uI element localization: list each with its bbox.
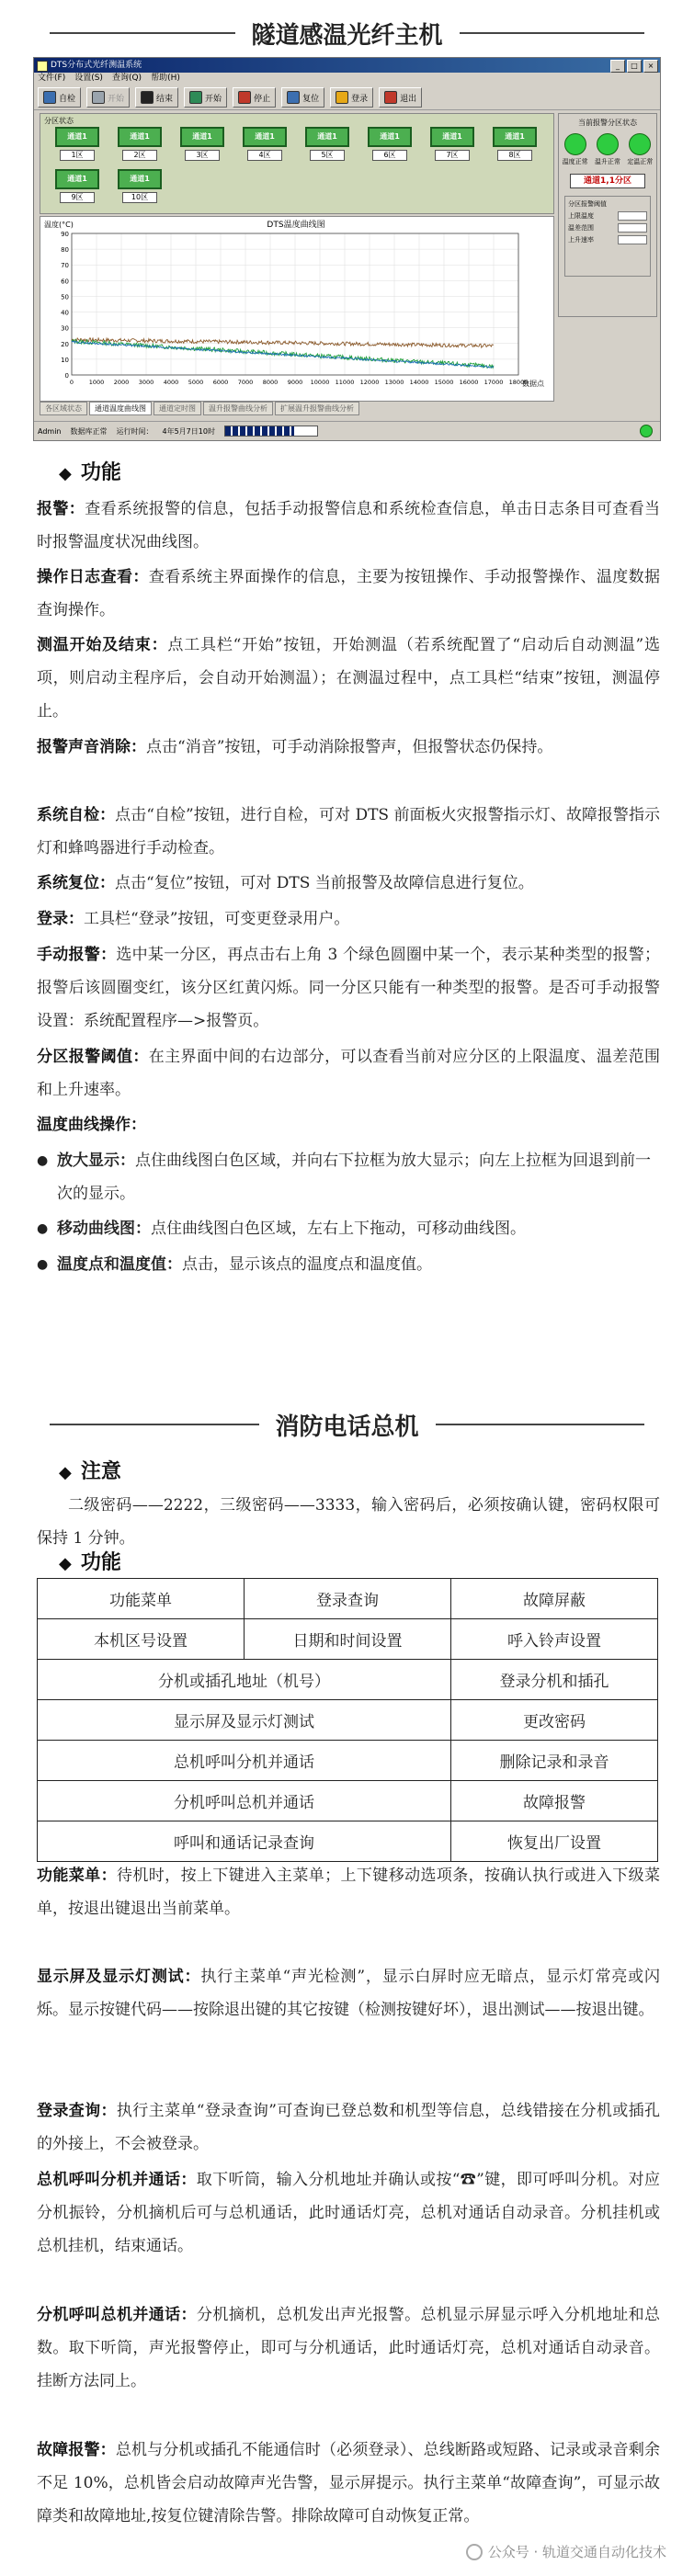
temperature-chart-svg[interactable]	[40, 217, 552, 399]
x-tick-label: 7000	[237, 379, 254, 386]
toolbar-button-5[interactable]	[281, 87, 324, 108]
zone-5[interactable]	[300, 127, 355, 167]
section-title-fire-phone	[33, 1406, 661, 1443]
dts-paragraph-6	[37, 902, 660, 936]
x-tick-label: 13000	[384, 379, 404, 386]
zone-value: 6区	[372, 150, 407, 161]
term-label: 故障报警：	[37, 2441, 116, 2459]
term-description: 点住曲线图白色区域，并向右下拉框为放大显示；向左上拉框为回退到前一次的显示。	[57, 1152, 651, 1203]
x-tick-label: 12000	[359, 379, 380, 386]
zone-button[interactable]: 通道1	[118, 169, 162, 189]
phone-paragraph-4	[37, 2298, 660, 2398]
term-label: 登录：	[37, 910, 84, 928]
term-label: 放大显示：	[57, 1152, 135, 1170]
threshold-label: 上限温度	[568, 212, 594, 220]
toolbar-icon	[238, 91, 251, 104]
dts-bullet-1	[37, 1212, 660, 1245]
x-tick-label: 0	[69, 379, 74, 386]
dts-paragraph-1	[37, 561, 660, 627]
zone-8[interactable]	[487, 127, 542, 167]
y-tick-label: 90	[61, 231, 69, 238]
function-table	[37, 1578, 658, 1862]
toolbar-button-label: 开始	[205, 94, 222, 104]
threshold-value-field	[618, 211, 647, 221]
title-rule-right	[460, 32, 645, 34]
x-tick-label: 3000	[138, 379, 154, 386]
menu-item-0[interactable]: 文件(F)	[38, 74, 66, 83]
table-row	[38, 1579, 658, 1619]
zone-1[interactable]	[50, 127, 105, 167]
zone-button[interactable]: 通道1	[118, 127, 162, 147]
phone-paragraph-5	[37, 2434, 660, 2533]
title-rule-right	[436, 1424, 645, 1425]
term-description: 点击，显示该点的温度点和温度值。	[182, 1255, 432, 1274]
menu-item-3[interactable]: 帮助(H)	[151, 74, 180, 83]
alarm-light-labels	[559, 157, 656, 166]
term-label: 显示屏及显示灯测试：	[37, 1968, 201, 1986]
watermark	[466, 2542, 666, 2561]
window-controls	[610, 60, 658, 73]
table-row	[38, 1781, 658, 1821]
phone-paragraph-1	[37, 1960, 660, 2026]
zone-panel-label: 分区状态	[44, 117, 74, 125]
x-tick-label: 11000	[335, 379, 355, 386]
dts-paragraph-8	[37, 1040, 660, 1106]
dts-paragraph-5	[37, 867, 660, 900]
table-cell: 故障屏蔽	[451, 1579, 658, 1619]
toolbar-icon	[384, 91, 397, 104]
term-label: 报警声音消除：	[37, 738, 146, 756]
toolbar-button-label: 登录	[351, 94, 369, 104]
status-progress-fill	[225, 426, 294, 436]
alarm-light-label-0: 温度正常	[562, 158, 588, 165]
table-cell: 本机区号设置	[38, 1619, 245, 1660]
term-description: 点击“自检”按钮，进行自检，可对 DTS 前面板火灾报警指示灯、故障报警指示灯和蜂鸣器进行手动检查。	[37, 806, 660, 857]
toolbar-button-3[interactable]	[184, 87, 227, 108]
zone-2[interactable]	[112, 127, 167, 167]
toolbar-button-2[interactable]	[135, 87, 178, 108]
x-tick-label: 14000	[409, 379, 429, 386]
dts-paragraph-9	[37, 1108, 660, 1141]
term-description: 查看系统主界面操作的信息，主要为按钮操作、手动报警操作、温度数据查询操作。	[37, 568, 661, 619]
phone-paragraph-3	[37, 2163, 660, 2263]
zone-4[interactable]	[237, 127, 292, 167]
x-tick-label: 2000	[113, 379, 130, 386]
toolbar-icon	[92, 91, 105, 104]
table-cell: 总机呼叫分机并通话	[38, 1741, 451, 1781]
function-heading-phone: ◆ 功能	[59, 1551, 121, 1574]
x-tick-label: 6000	[212, 379, 229, 386]
threshold-label: 上升速率	[568, 236, 594, 244]
diamond-bullet-icon: ◆	[59, 1463, 72, 1482]
table-cell: 功能菜单	[38, 1579, 245, 1619]
term-description: 分机摘机，总机发出声光报警。总机显示屏显示呼入分机地址和总数。取下听筒，声光报警停止，即可与分机通话，此时通话灯亮，总机对通话自动录音。挂断方法同上。	[37, 2306, 661, 2390]
zone-9[interactable]	[50, 169, 105, 210]
term-description: 点击“复位”按钮，可对 DTS 当前报警及故障信息进行复位。	[115, 874, 534, 892]
table-cell: 显示屏及显示灯测试	[38, 1700, 451, 1741]
x-tick-label: 4000	[163, 379, 179, 386]
status-db: 数据库正常	[70, 426, 108, 436]
threshold-label: 温差范围	[568, 224, 594, 232]
y-tick-label: 60	[61, 278, 69, 286]
diamond-bullet-icon: ◆	[59, 1554, 72, 1573]
x-tick-label: 17000	[484, 379, 504, 386]
threshold-row-2	[568, 235, 647, 244]
table-row	[38, 1619, 658, 1660]
toolbar-button-label: 开始	[108, 94, 125, 104]
toolbar-icon	[189, 91, 202, 104]
zone-button[interactable]: 通道1	[430, 127, 474, 147]
toolbar-button-4[interactable]	[233, 87, 276, 108]
zone-panel	[40, 113, 554, 214]
window-titlebar	[34, 58, 660, 73]
term-label: 移动曲线图：	[57, 1220, 151, 1238]
toolbar-icon	[141, 91, 154, 104]
zone-value: 4区	[247, 150, 282, 161]
zone-value: 10区	[122, 192, 157, 203]
toolbar-icon	[287, 91, 300, 104]
term-label: 功能菜单：	[37, 1867, 117, 1885]
zone-value: 5区	[310, 150, 345, 161]
toolbar-button-label: 自检	[59, 94, 76, 104]
tab-0[interactable]: 各区域状态	[40, 402, 87, 415]
threshold-value-field	[618, 235, 647, 244]
x-tick-label: 15000	[434, 379, 454, 386]
y-tick-label: 70	[61, 262, 69, 270]
term-label: 报警：	[37, 500, 85, 518]
current-zone-status: 通道1,1分区	[570, 174, 645, 188]
table-cell: 日期和时间设置	[245, 1619, 451, 1660]
term-label: 温度曲线操作：	[37, 1116, 146, 1134]
chart-ylabel: 温度(°C)	[44, 221, 74, 229]
y-tick-label: 50	[61, 293, 69, 301]
dts-paragraph-0	[37, 493, 660, 559]
term-description: 取下听筒，输入分机地址并确认或按“☎”键，即可呼叫分机。对应分机振铃，分机摘机后可与总机通话，此时通话灯亮，总机对通话自动录音。分机挂机或总机挂机，结束通话。	[37, 2171, 660, 2255]
menu-item-2[interactable]: 查询(Q)	[111, 74, 142, 83]
threshold-value-field	[618, 223, 647, 233]
diff-alarm-light-icon[interactable]	[629, 133, 651, 155]
zone-value: 3区	[185, 150, 220, 161]
term-label: 手动报警：	[37, 946, 117, 964]
table-cell: 登录分机和插孔	[451, 1660, 658, 1700]
window-title: DTS分布式光纤测温系统	[51, 61, 142, 70]
zone-value: 8区	[497, 150, 532, 161]
x-tick-label: 5000	[188, 379, 204, 386]
minimize-button[interactable]: _	[610, 60, 625, 73]
term-description: 选中某一分区，再点击右上角 3 个绿色圆圈中某一个，表示某种类型的报警；报警后该圆圈变红，该分区红黄闪烁。同一分区只能有一种类型的报警。是否可手动报警设置：系统配置程序—>报警页。	[37, 946, 661, 1030]
term-description: 点住曲线图白色区域，左右上下拖动，可移动曲线图。	[151, 1220, 526, 1238]
zone-value: 7区	[435, 150, 470, 161]
close-button[interactable]: ×	[643, 60, 658, 73]
x-tick-label: 1000	[88, 379, 105, 386]
phone-paragraph-0	[37, 1859, 660, 1925]
table-cell: 更改密码	[451, 1700, 658, 1741]
zone-button[interactable]: 通道1	[243, 127, 287, 147]
threshold-row-0	[568, 211, 647, 221]
x-tick-label: 9000	[287, 379, 303, 386]
term-label: 系统自检：	[37, 806, 116, 824]
tab-3[interactable]: 温升报警曲线分析	[203, 402, 273, 415]
toolbar-button-0[interactable]	[38, 87, 81, 108]
table-cell: 分机呼叫总机并通话	[38, 1781, 451, 1821]
zone-3[interactable]	[175, 127, 230, 167]
alarm-panel-title: 当前报警分区状态	[578, 119, 637, 127]
status-progress-bar	[224, 426, 318, 437]
x-tick-label: 8000	[262, 379, 279, 386]
chart-tabs	[40, 402, 359, 415]
section-title-text: 隧道感温光纤主机	[251, 21, 443, 50]
dts-software-screenshot	[33, 57, 661, 441]
temp-alarm-light-icon[interactable]	[564, 133, 586, 155]
term-label: 总机呼叫分机并通话：	[37, 2171, 197, 2189]
toolbar-button-6[interactable]	[330, 87, 373, 108]
y-tick-label: 20	[61, 340, 69, 348]
toolbar	[34, 85, 660, 110]
term-description: 在主界面中间的右边部分，可以查看当前对应分区的上限温度、温差范围和上升速率。	[37, 1048, 661, 1099]
zone-button[interactable]: 通道1	[305, 127, 349, 147]
status-time: 4年5月7日10时	[162, 426, 215, 436]
table-cell: 呼叫和通话记录查询	[38, 1821, 451, 1862]
term-label: 测温开始及结束：	[37, 636, 168, 654]
term-label: 操作日志查看：	[37, 568, 149, 586]
maximize-button[interactable]: □	[627, 60, 642, 73]
y-tick-label: 10	[61, 356, 69, 364]
x-tick-label: 18000	[508, 379, 529, 386]
threshold-info-title: 分区报警阈值	[568, 200, 607, 208]
status-led-icon	[640, 425, 653, 437]
threshold-info-box	[564, 196, 651, 277]
term-description: 待机时，按上下键进入主菜单；上下键移动选项条，按确认执行或进入下级菜单，按退出键退出当前菜单。	[37, 1867, 661, 1918]
title-rule-left	[50, 32, 235, 34]
menu-item-1[interactable]: 设置(S)	[74, 74, 103, 83]
zone-button[interactable]: 通道1	[368, 127, 412, 147]
status-bar	[34, 421, 660, 440]
menu-bar	[34, 73, 660, 85]
term-label: 分区报警阈值：	[37, 1048, 149, 1066]
zone-6[interactable]	[362, 127, 417, 167]
dts-bullet-2	[37, 1248, 660, 1281]
temperature-chart[interactable]	[40, 216, 554, 402]
title-rule-left	[50, 1424, 259, 1425]
section-title-dts	[33, 15, 661, 51]
term-description: 点击“消音”按钮，可手动消除报警声，但报警状态仍保持。	[146, 738, 553, 756]
table-cell: 分机或插孔地址（机号）	[38, 1660, 451, 1700]
term-description: 工具栏“登录”按钮，可变更登录用户。	[84, 910, 350, 928]
toolbar-icon	[336, 91, 348, 104]
toolbar-button-label: 退出	[400, 94, 417, 104]
dts-paragraph-2	[37, 629, 660, 728]
term-description: 点工具栏“开始”按钮，开始测温（若系统配置了“启动后自动测温”选项，则启动主程序后，会自动开始测温）；在测温过程中，点工具栏“结束”按钮，测温停止。	[37, 636, 661, 721]
toolbar-button-label: 复位	[302, 94, 320, 104]
table-row	[38, 1700, 658, 1741]
status-user: Admin	[38, 426, 62, 436]
x-tick-label: 10000	[310, 379, 330, 386]
zone-value: 2区	[122, 150, 157, 161]
toolbar-button-1[interactable]	[86, 87, 130, 108]
diamond-bullet-icon: ◆	[59, 464, 72, 483]
alarm-light-label-2: 定温正常	[627, 158, 654, 165]
term-description: 执行主菜单“声光检测”，显示白屏时应无暗点，显示灯常亮或闪烁。显示按键代码——按除退出键的其它按键（检测按键好坏），退出测试——按退出键。	[37, 1968, 660, 2019]
zone-value: 9区	[60, 192, 95, 203]
tab-1[interactable]: 通道温度曲线图	[89, 402, 152, 415]
zone-button[interactable]: 通道1	[493, 127, 537, 147]
zone-button[interactable]: 通道1	[55, 169, 99, 189]
term-description: 执行主菜单“登录查询”可查询已登总数和机型等信息，总线错接在分机或插孔的外接上，不会被登录。	[37, 2102, 660, 2153]
alarm-light-label-1: 温升正常	[594, 158, 620, 165]
table-cell: 恢复出厂设置	[451, 1821, 658, 1862]
zone-value: 1区	[60, 150, 95, 161]
table-cell: 故障报警	[451, 1781, 658, 1821]
dts-paragraph-3	[37, 731, 660, 764]
chart-xlabel: 数据点	[522, 380, 544, 388]
zone-10[interactable]	[112, 169, 167, 210]
term-label: 分机呼叫总机并通话：	[37, 2306, 197, 2324]
toolbar-icon	[43, 91, 56, 104]
term-description: 查看系统报警的信息，包括手动报警信息和系统检查信息，单击日志条目可查看当时报警温度状况曲线图。	[37, 500, 661, 551]
table-row	[38, 1660, 658, 1700]
watermark-text: 公众号 · 轨道交通自动化技术	[487, 2544, 666, 2560]
toolbar-button-label: 结束	[156, 94, 174, 104]
note-paragraph: 二级密码——2222，三级密码——3333，输入密码后，必须按确认键，密码权限可保持 1 分钟。	[37, 1496, 660, 1548]
chart-title: DTS温度曲线图	[267, 221, 325, 230]
function-heading-dts: ◆ 功能	[59, 461, 121, 484]
y-tick-label: 40	[61, 309, 69, 317]
toolbar-button-label: 停止	[254, 94, 271, 104]
dts-paragraph-4	[37, 799, 660, 865]
zone-7[interactable]	[425, 127, 480, 167]
zone-button[interactable]: 通道1	[180, 127, 224, 147]
dts-bullet-0	[37, 1144, 660, 1210]
status-time-label: 运行时间：	[116, 426, 154, 436]
x-tick-label: 16000	[459, 379, 479, 386]
threshold-row-1	[568, 223, 647, 233]
wechat-icon	[466, 2544, 483, 2560]
table-cell: 登录查询	[245, 1579, 451, 1619]
alarm-status-panel	[558, 113, 657, 317]
table-cell: 删除记录和录音	[451, 1741, 658, 1781]
toolbar-button-7[interactable]	[379, 87, 422, 108]
y-tick-label: 0	[64, 372, 69, 380]
zone-button[interactable]: 通道1	[55, 127, 99, 147]
app-icon	[37, 61, 48, 72]
term-label: 温度点和温度值：	[57, 1255, 182, 1274]
y-tick-label: 80	[61, 246, 69, 255]
tab-2[interactable]: 通道定时图	[154, 402, 201, 415]
table-row	[38, 1821, 658, 1862]
y-tick-label: 30	[61, 324, 69, 333]
alarm-lights	[559, 133, 656, 155]
tab-4[interactable]: 扩展温升报警曲线分析	[275, 402, 359, 415]
phone-paragraph-2	[37, 2094, 660, 2161]
term-label: 系统复位：	[37, 874, 115, 892]
term-description: 总机与分机或插孔不能通信时（必须登录）、总线断路或短路、记录或录音剩余不足 10%，总机皆会启动故障声光告警，显示屏提示。执行主菜单“故障查询”，可显示故障类和故障地址,按复位键清除告警。排除故障可自动恢复正常。	[37, 2441, 661, 2525]
section-title-text: 消防电话总机	[275, 1413, 419, 1441]
table-row	[38, 1741, 658, 1781]
table-cell: 呼入铃声设置	[451, 1619, 658, 1660]
rise-alarm-light-icon[interactable]	[597, 133, 619, 155]
term-label: 登录查询：	[37, 2102, 117, 2120]
dts-paragraph-7	[37, 938, 660, 1038]
note-heading: ◆ 注意	[59, 1460, 121, 1483]
